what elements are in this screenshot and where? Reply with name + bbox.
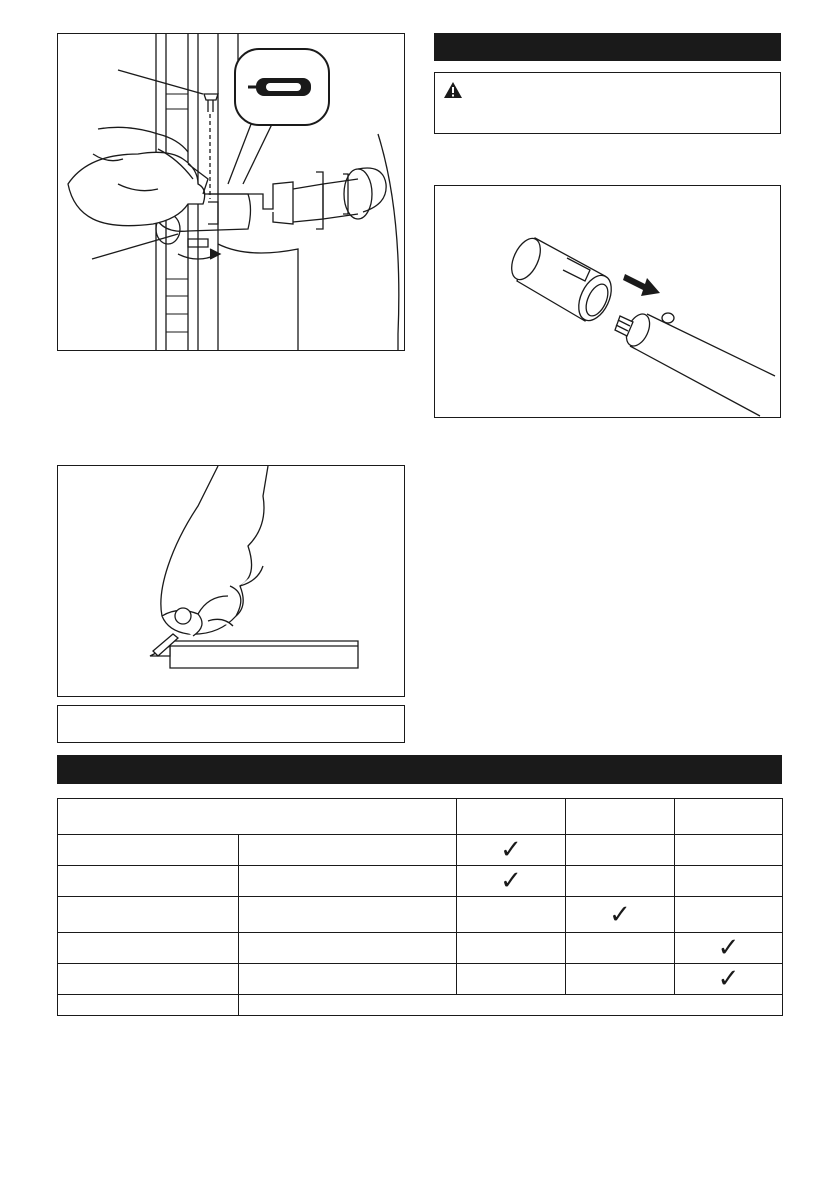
table-cell xyxy=(239,933,457,964)
table-cell xyxy=(457,964,566,995)
table-cell xyxy=(566,964,675,995)
maintenance-schedule-table xyxy=(57,798,783,1016)
table-cell xyxy=(239,866,457,897)
table-cell xyxy=(457,835,566,866)
table-header-row xyxy=(58,799,783,835)
figure-shaft-joint xyxy=(57,33,405,351)
table-cell xyxy=(58,897,239,933)
table-cell xyxy=(675,933,783,964)
grease-tube-icon xyxy=(235,49,329,125)
table-cell xyxy=(239,964,457,995)
table-cell xyxy=(457,897,566,933)
table-cell xyxy=(58,933,239,964)
table-row xyxy=(58,995,783,1016)
table-row xyxy=(58,933,783,964)
table-cell xyxy=(675,866,783,897)
check-icon: ✓ xyxy=(717,964,740,994)
table-header-cell xyxy=(457,799,566,835)
shaft-insertion-illustration xyxy=(435,186,780,417)
check-icon: ✓ xyxy=(717,933,740,963)
table-cell xyxy=(566,835,675,866)
table-cell xyxy=(566,933,675,964)
warning-triangle-icon xyxy=(443,81,463,99)
table-cell xyxy=(566,866,675,897)
figure-caption-box xyxy=(57,705,405,743)
figure-hex-wrench xyxy=(57,465,405,697)
table-cell xyxy=(566,897,675,933)
table-cell xyxy=(58,866,239,897)
check-icon: ✓ xyxy=(609,899,631,930)
table-row xyxy=(58,897,783,933)
check-icon: ✓ xyxy=(500,835,522,865)
schedule-heading-bar xyxy=(57,755,782,784)
table-cell xyxy=(58,835,239,866)
warning-box xyxy=(434,72,781,134)
table-header-cell xyxy=(675,799,783,835)
table-cell xyxy=(239,897,457,933)
table-cell xyxy=(239,995,783,1016)
table-cell xyxy=(457,866,566,897)
table-cell xyxy=(457,933,566,964)
table-cell xyxy=(239,835,457,866)
table-header-cell xyxy=(566,799,675,835)
table-row xyxy=(58,835,783,866)
table-cell xyxy=(675,897,783,933)
table-cell xyxy=(675,964,783,995)
figure-shaft-insertion xyxy=(434,185,781,418)
shaft-joint-illustration xyxy=(58,34,404,350)
check-icon: ✓ xyxy=(500,866,522,896)
section-heading-bar xyxy=(434,33,781,61)
table-cell xyxy=(58,995,239,1016)
table-row xyxy=(58,866,783,897)
hex-wrench-illustration xyxy=(58,466,404,696)
table-cell xyxy=(675,835,783,866)
table-cell xyxy=(58,964,239,995)
table-header-cell xyxy=(58,799,457,835)
table-row xyxy=(58,964,783,995)
